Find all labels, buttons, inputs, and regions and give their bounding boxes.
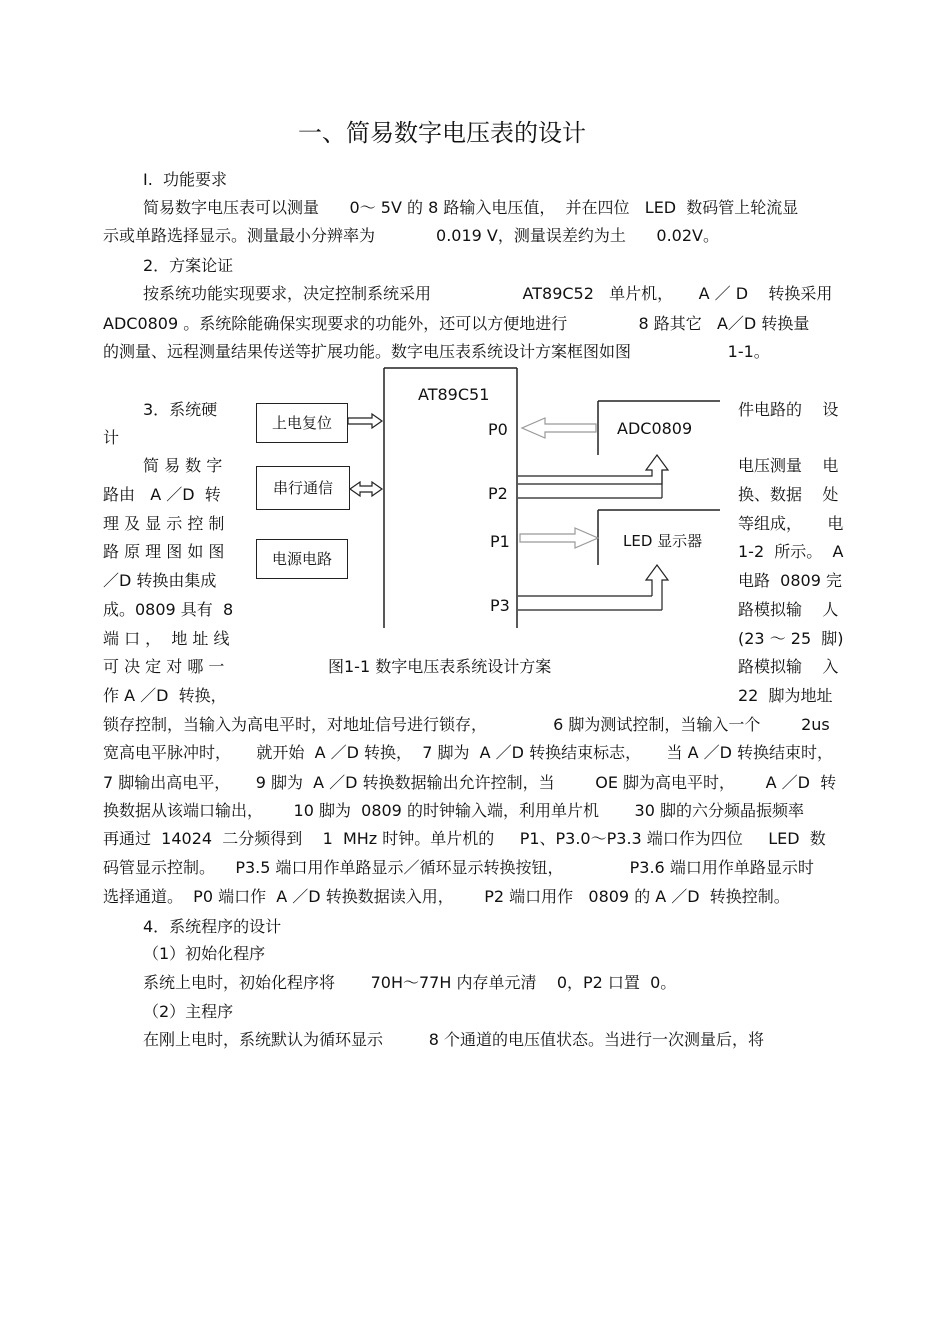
right-col-line: 件电路的 设: [738, 400, 839, 419]
right-col-line: 等组成， 电: [738, 514, 844, 533]
paragraph-line: 锁存控制，当输入为高电平时，对地址信号进行锁存， 6 脚为测试控制，当输入一个 2us: [103, 715, 830, 734]
left-col-line: 路由 A ／D 转: [103, 485, 221, 504]
subheading: （1）初始化程序: [143, 944, 266, 963]
paragraph-line: 换数据从该端口输出， 10 脚为 0809 的时钟输入端，利用单片机 30 脚的六分频晶振频率: [103, 801, 804, 820]
left-col-line: 作 A ／D 转换，: [103, 686, 227, 705]
right-col-line: 1-2 所示。 A: [738, 542, 844, 561]
port-p2-label: P2: [488, 484, 508, 503]
right-col-line: 换、数据 处: [738, 485, 839, 504]
p3-control-arrow: [646, 565, 668, 596]
power-box: 电源电路: [256, 539, 348, 579]
right-col-line: (23 ～ 25 脚): [738, 629, 844, 648]
left-col-line: 路 原 理 图 如 图: [103, 542, 225, 561]
left-col-line: 3．系统硬: [143, 400, 218, 419]
paragraph-line: 的测量、远程测量结果传送等扩展功能。数字电压表系统设计方案框图如图 1-1。: [103, 342, 770, 361]
port-p0-label: P0: [488, 420, 508, 439]
adc-to-p0-arrow: [522, 418, 596, 438]
paragraph-line: 在刚上电时，系统默认为循环显示 8 个通道的电压值状态。当进行一次测量后，将: [143, 1030, 765, 1049]
left-col-line: 简 易 数 字: [143, 456, 223, 475]
figure-caption: 图1-1 数字电压表系统设计方案: [328, 657, 552, 676]
paragraph-line: 按系统功能实现要求，决定控制系统采用 AT89C52 单片机， A ／ D 转换采用: [143, 284, 833, 303]
left-col-line: 计: [103, 428, 120, 447]
section-heading-4: 4．系统程序的设计: [143, 917, 282, 936]
right-col-line: 路模拟输 入: [738, 657, 839, 676]
paragraph-line: 示或单路选择显示。测量最小分辨率为 0.019 V，测量误差约为土 0.02V。: [103, 226, 719, 245]
p1-to-led-arrow: [520, 528, 598, 548]
led-display-label: LED 显示器: [623, 532, 703, 550]
section-heading-2: 2．方案论证: [143, 256, 234, 275]
left-col-line: 可 决 定 对 哪 一: [103, 657, 225, 676]
p2-control-arrow: [518, 455, 668, 484]
left-col-line: ／D 转换由集成: [103, 571, 217, 590]
paragraph-line: 选择通道。 P0 端口作 A ／D 转换数据读入用， P2 端口用作 0809 的 A ／D 转换控制。: [103, 887, 790, 906]
adc-label: ADC0809: [617, 419, 693, 438]
subheading: （2）主程序: [143, 1002, 234, 1021]
paragraph-line: 系统上电时，初始化程序将 70H～77H 内存单元清 0，P2 口置 0。: [143, 973, 677, 992]
paragraph-line: 简易数字电压表可以测量 0～ 5V 的 8 路输入电压值， 并在四位 LED 数码管上轮流显: [143, 198, 799, 217]
right-col-line: 路模拟输 人: [738, 600, 839, 619]
serial-box: 串行通信: [256, 466, 350, 510]
reset-double-arrow: [348, 414, 382, 428]
left-col-line: 理 及 显 示 控 制: [103, 514, 225, 533]
section-heading-1: I. 功能要求: [143, 170, 227, 189]
paragraph-line: 码管显示控制。 P3.5 端口用作单路显示／循环显示转换按钮， P3.6 端口用作单路显示时: [103, 858, 814, 877]
page-title: 一、简易数字电压表的设计: [298, 119, 586, 147]
port-p3-label: P3: [490, 596, 510, 615]
right-col-line: 电压测量 电: [738, 456, 839, 475]
paragraph-line: 7 脚输出高电平， 9 脚为 A ／D 转换数据输出允许控制，当 OE 脚为高电平时， A ／D 转: [103, 773, 837, 792]
serial-double-arrow: [350, 482, 382, 496]
paragraph-line: 再通过 14024 二分频得到 1 MHz 时钟。单片机的 P1、P3.0～P3.3 端口作为四位 LED 数: [103, 829, 826, 848]
right-col-line: 电路 0809 完: [738, 571, 842, 590]
right-col-line: 22 脚为地址: [738, 686, 833, 705]
left-col-line: 端 口 ， 地 址 线: [103, 629, 230, 648]
reset-box: 上电复位: [256, 403, 348, 443]
paragraph-line: ADC0809 。系统除能确保实现要求的功能外，还可以方便地进行 8 路其它 A／D 转换量: [103, 314, 810, 333]
mcu-label: AT89C51: [418, 385, 490, 404]
port-p1-label: P1: [490, 532, 510, 551]
paragraph-line: 宽高电平脉冲时， 就开始 A ／D 转换， 7 脚为 A ／D 转换结束标志， 当 A ／D 转换结束时，: [103, 743, 834, 762]
left-col-line: 成。0809 具有 8: [103, 600, 234, 619]
